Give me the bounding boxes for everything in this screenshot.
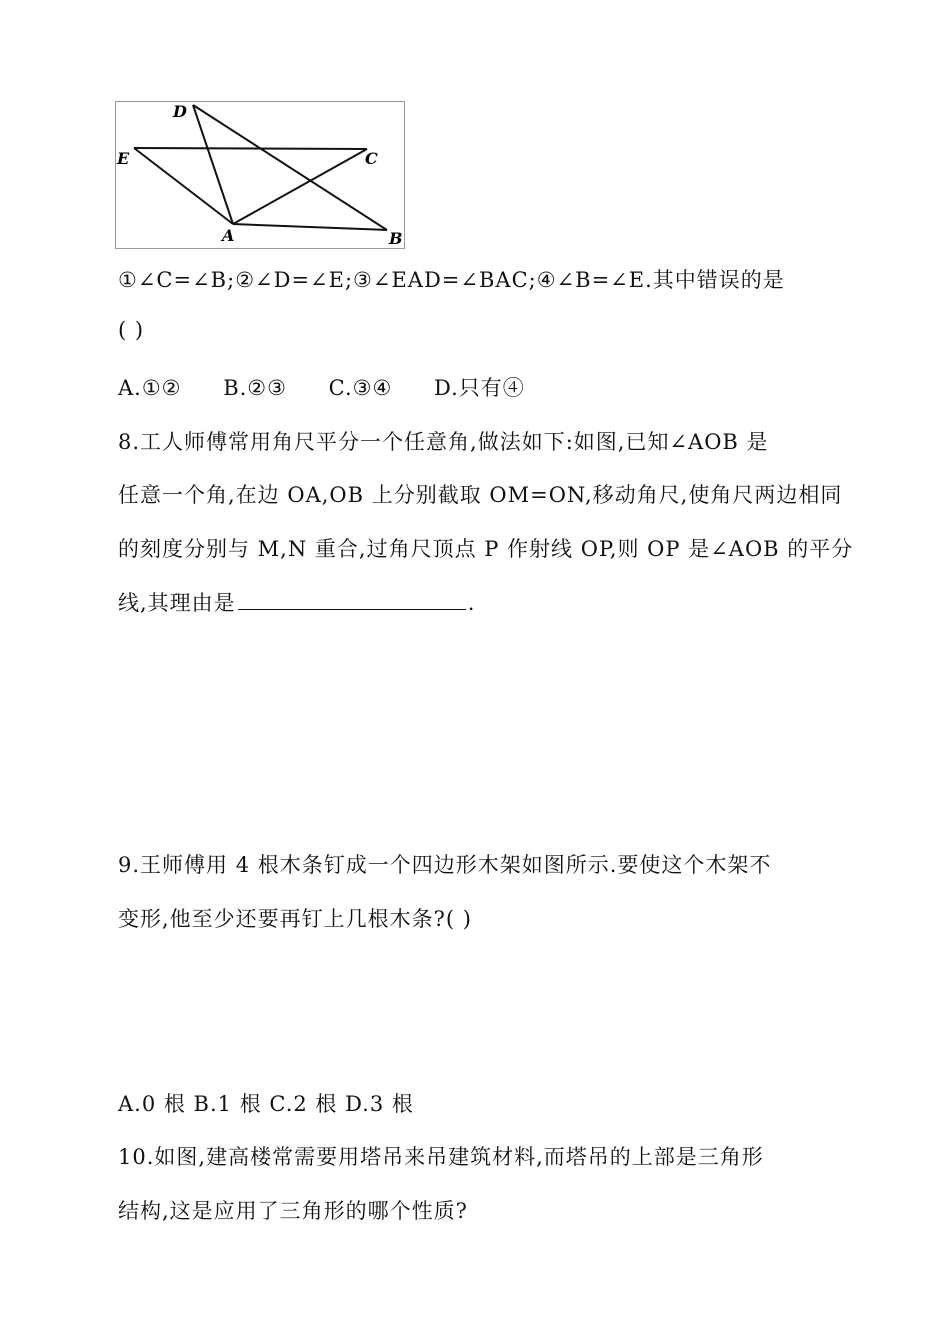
q7-options bbox=[118, 372, 525, 402]
segment-EA bbox=[134, 148, 233, 224]
q7-option-d: D.只有④ bbox=[433, 376, 525, 400]
q7-answer-paren: ( ) bbox=[118, 318, 145, 342]
q8-line-4-end: . bbox=[467, 591, 476, 615]
segment-DB bbox=[193, 105, 387, 230]
q8-line-2: 任意一个角,在边 OA,OB 上分别截取 OM=ON,移动角尺,使角尺两边相同 bbox=[118, 483, 843, 507]
label-A: A bbox=[222, 226, 235, 245]
q9-line-2: 变形,他至少还要再钉上几根木条?( ) bbox=[118, 907, 472, 931]
segment-AC bbox=[233, 149, 367, 224]
q9-options: A.0 根 B.1 根 C.2 根 D.3 根 bbox=[118, 1092, 414, 1116]
label-E: E bbox=[117, 149, 130, 168]
geometry-figure bbox=[115, 101, 405, 249]
segment-AB bbox=[233, 224, 387, 230]
figure-border bbox=[116, 102, 405, 249]
q9-line-1: 9.王师傅用 4 根木条钉成一个四边形木架如图所示.要使这个木架不 bbox=[118, 853, 772, 877]
segment-DA bbox=[193, 105, 233, 224]
q10-line-1: 10.如图,建高楼常需要用塔吊来吊建筑材料,而塔吊的上部是三角形 bbox=[118, 1145, 764, 1169]
triangle-diagram bbox=[115, 101, 405, 249]
q7-option-a: A.①② bbox=[118, 376, 182, 400]
label-D: D bbox=[173, 102, 187, 121]
q7-statements: ①∠C=∠B;②∠D=∠E;③∠EAD=∠BAC;④∠B=∠E.其中错误的是 bbox=[118, 268, 785, 292]
label-C: C bbox=[365, 149, 378, 168]
label-B: B bbox=[389, 229, 403, 248]
q7-option-c: C.③④ bbox=[328, 376, 393, 400]
segment-EC bbox=[134, 148, 367, 149]
q8-line-3: 的刻度分别与 M,N 重合,过角尺顶点 P 作射线 OP,则 OP 是∠AOB 的平分 bbox=[118, 537, 854, 561]
q8-line-4-text: 线,其理由是 bbox=[118, 591, 236, 615]
q8-answer-blank[interactable] bbox=[238, 589, 466, 610]
q8-line-1: 8.工人师傅常用角尺平分一个任意角,做法如下:如图,已知∠AOB 是 bbox=[118, 430, 769, 454]
q10-line-2: 结构,这是应用了三角形的哪个性质? bbox=[118, 1199, 468, 1223]
q7-option-b: B.②③ bbox=[223, 376, 287, 400]
q8-line-4 bbox=[118, 587, 475, 617]
